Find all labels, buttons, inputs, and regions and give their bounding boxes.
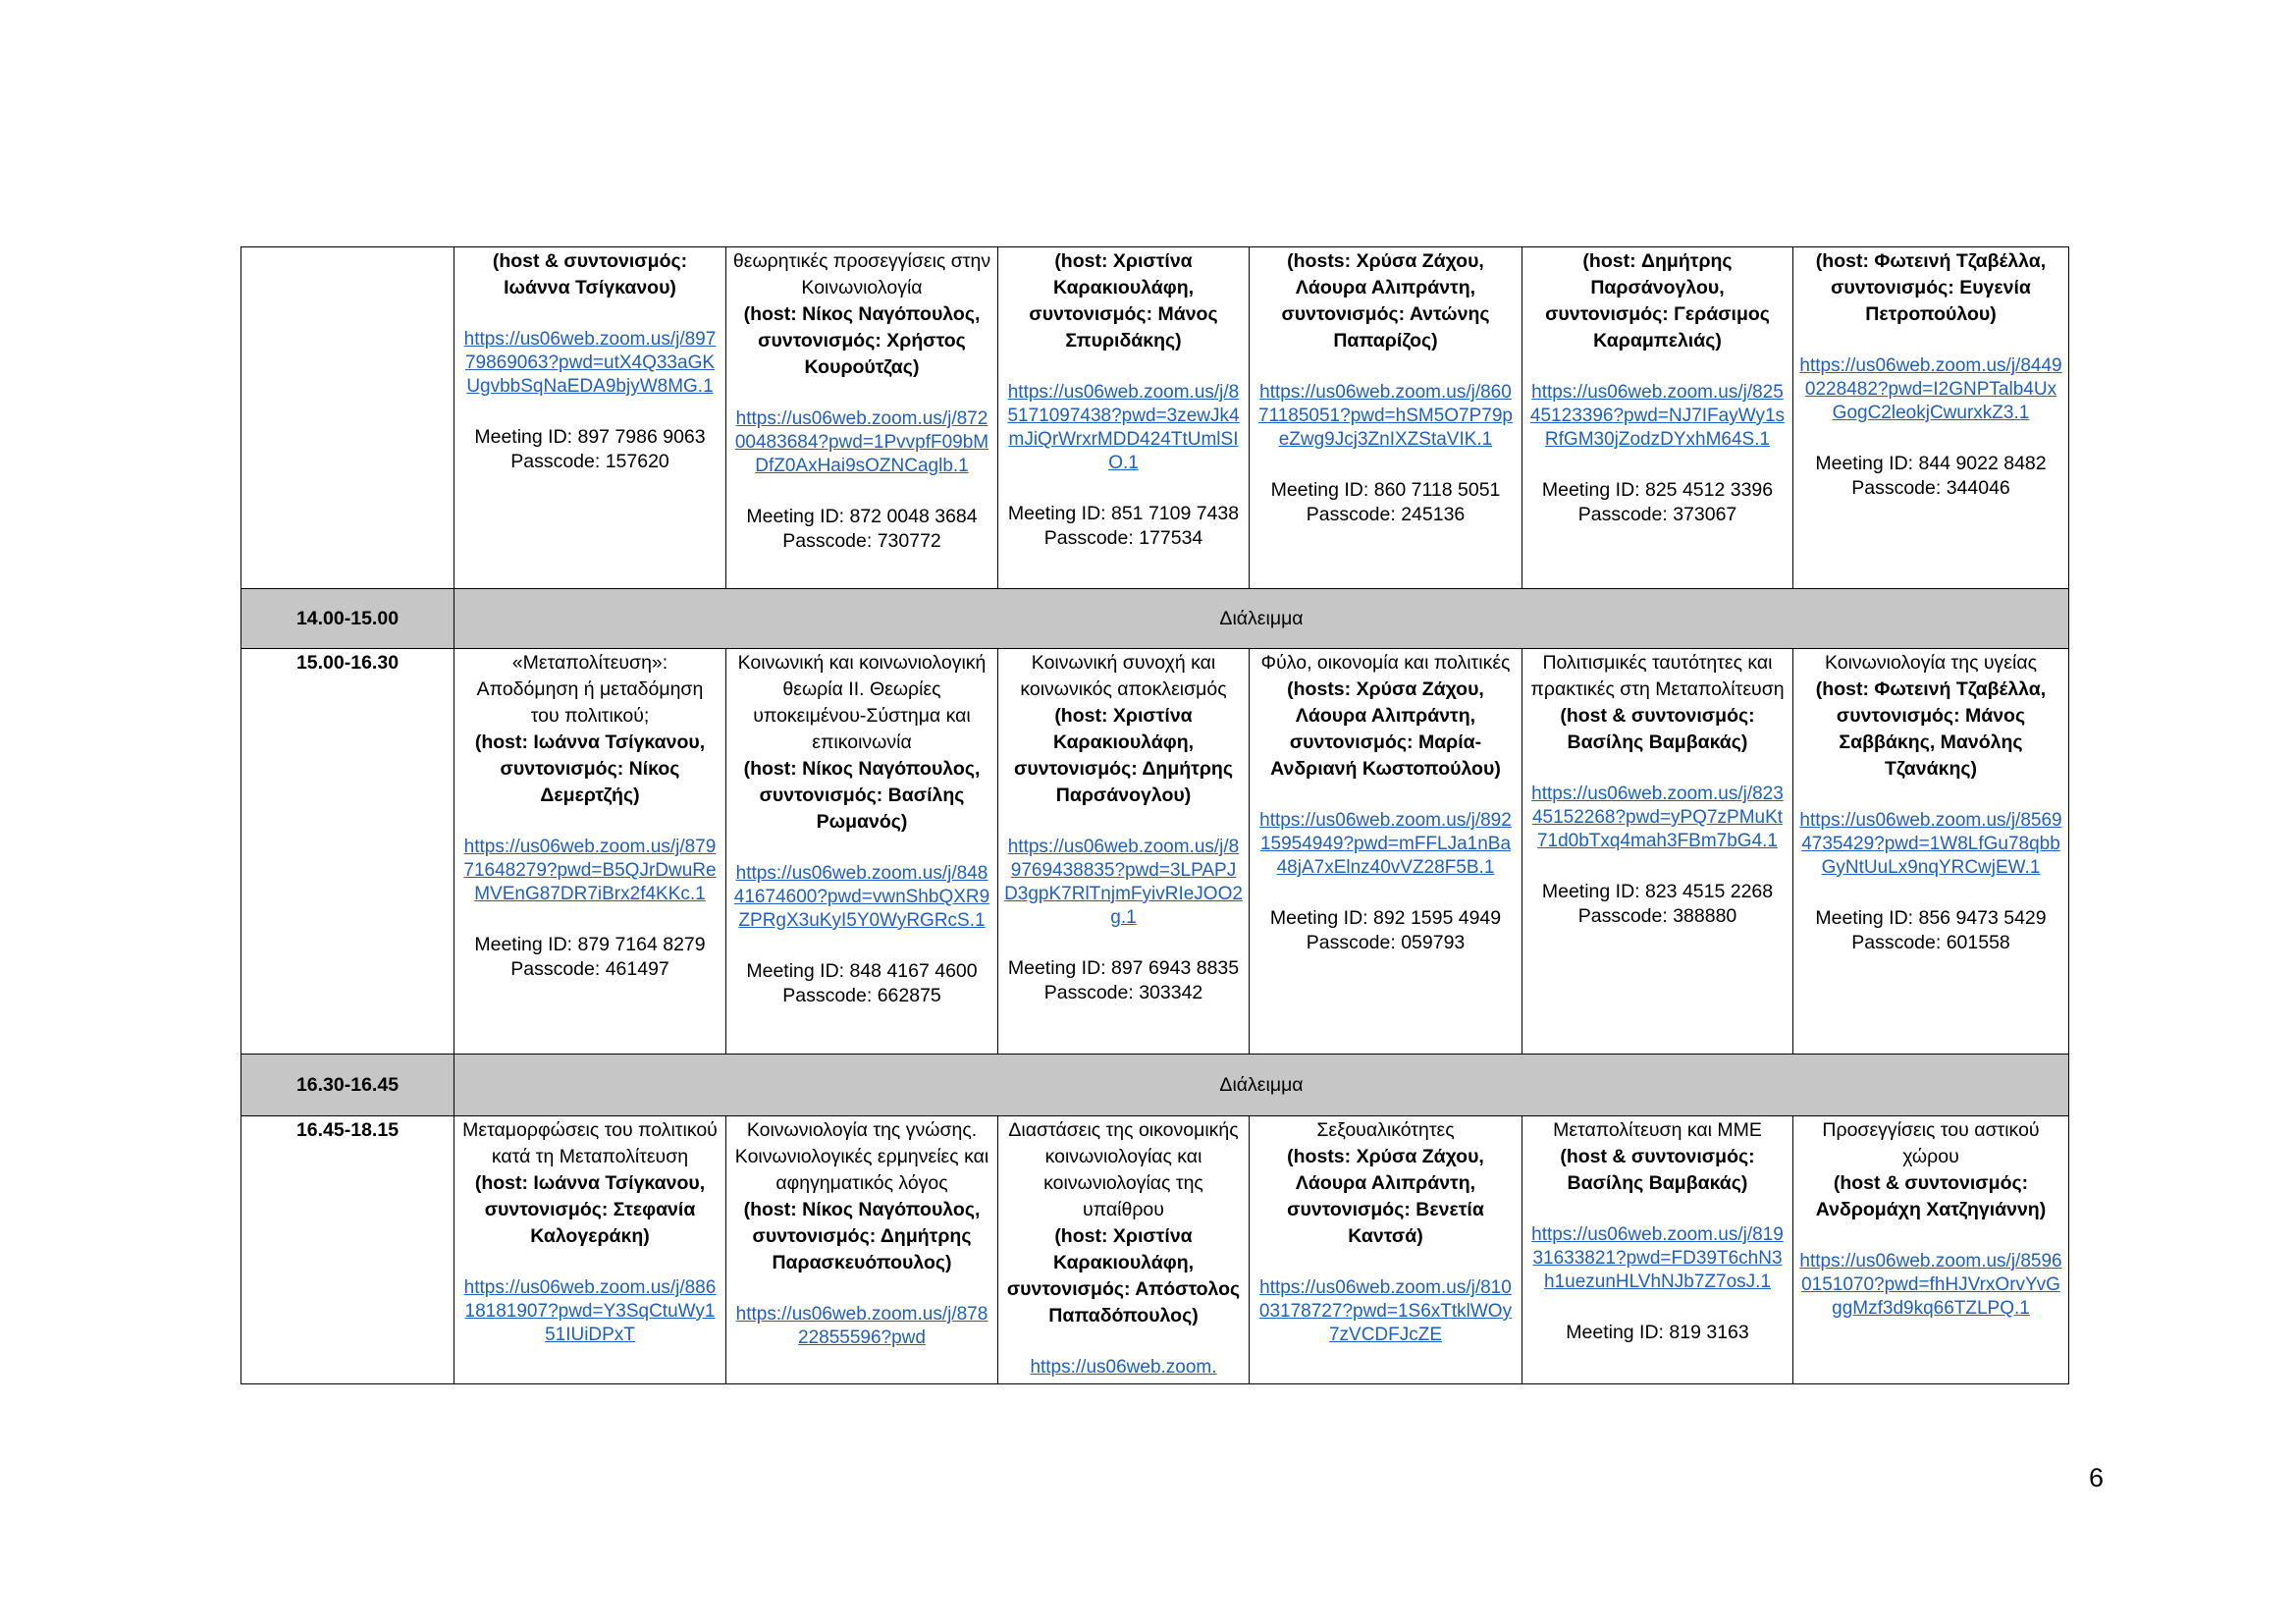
meeting-id: Meeting ID: 892 1595 4949	[1269, 907, 1502, 929]
meeting-id: Meeting ID: 848 4167 4600	[746, 960, 978, 982]
session-host: (hosts: Χρύσα Ζάχου, Λάουρα Αλιπράντη, συντονισμός: Βενετία Καντσά)	[1287, 1146, 1484, 1247]
session-cell	[726, 1116, 998, 1384]
zoom-link[interactable]: https://us06web.zoom.us/j/89769438835?pwd=3LPAPJD3gpK7RlTnjmFyivRIeJOO2g.1	[1004, 837, 1243, 928]
session-title: Κοινωνική και κοινωνιολογική θεωρία ΙΙ. Θεωρίες υποκειμένου-Σύστημα και επικοινωνία	[737, 652, 987, 753]
session-title: Πολιτισμικές ταυτότητες και πρακτικές στη Μεταπολίτευση	[1530, 652, 1785, 700]
session-cell	[726, 247, 998, 589]
zoom-link[interactable]: https://us06web.zoom.	[1030, 1357, 1217, 1378]
session-title: Σεξουαλικότητες	[1316, 1119, 1455, 1141]
meeting-id: Meeting ID: 897 7986 9063	[474, 426, 706, 448]
zoom-link[interactable]: https://us06web.zoom.us/j/87822855596?pwd	[735, 1304, 988, 1348]
time-cell: 14.00-15.00	[241, 589, 454, 649]
session-cell	[454, 649, 726, 1055]
session-title: «Μεταπολίτευση»: Αποδόμηση ή μεταδόμηση του πολιτικού;	[476, 652, 704, 727]
zoom-link[interactable]: https://us06web.zoom.us/j/85960151070?pwd=fhHJVrxOrvYvGggMzf3d9kq66TZLPQ.1	[1799, 1251, 2062, 1319]
time-cell: 16.30-16.45	[241, 1055, 454, 1116]
schedule-table	[240, 246, 2069, 1384]
session-title: Μεταπολίτευση και ΜΜΕ	[1553, 1119, 1762, 1141]
session-cell	[1522, 247, 1793, 589]
session-cell	[1522, 1116, 1793, 1384]
session-host: (host & συντονισμός: Ιωάννα Τσίγκανου)	[492, 250, 688, 298]
passcode: Passcode: 601558	[1851, 932, 2010, 953]
zoom-link[interactable]: https://us06web.zoom.us/j/84490228482?pwd=I2GNPTalb4UxGogC2leokjCwurxkZ3.1	[1799, 355, 2062, 423]
session-host: (hosts: Χρύσα Ζάχου, Λάουρα Αλιπράντη, συντονισμός: Αντώνης Παπαρίζος)	[1281, 250, 1490, 352]
zoom-link[interactable]: https://us06web.zoom.us/j/85171097438?pwd=3zewJk4mJiQrWrxrMDD424TtUmlSIO.1	[1007, 382, 1240, 473]
zoom-link[interactable]: https://us06web.zoom.us/j/81003178727?pwd=1S6xTtklWOy7zVCDFJcZE	[1258, 1277, 1513, 1345]
passcode: Passcode: 157620	[510, 451, 669, 472]
zoom-link[interactable]: https://us06web.zoom.us/j/89779869063?pwd=utX4Q33aGKUgvbbSqNaEDA9bjyW8MG.1	[463, 329, 717, 397]
session-row-1	[241, 247, 2069, 589]
session-cell	[1793, 1116, 2069, 1384]
session-cell	[998, 649, 1250, 1055]
passcode: Passcode: 373067	[1577, 504, 1737, 525]
session-row-3	[241, 1116, 2069, 1384]
session-host: (host: Φωτεινή Τζαβέλλα, συντονισμός: Ευγενία Πετροπούλου)	[1815, 250, 2047, 325]
zoom-link[interactable]: https://us06web.zoom.us/j/86071185051?pwd=hSM5O7P79peZwg9Jcj3ZnIXZStaVIK.1	[1258, 382, 1513, 450]
session-host: (host: Νίκος Ναγόπουλος, συντονισμός: Δημήτρης Παρασκευόπουλος)	[743, 1199, 981, 1273]
session-host: (hosts: Χρύσα Ζάχου, Λάουρα Αλιπράντη, συντονισμός: Μαρία-Ανδριανή Κωστοπούλου)	[1270, 678, 1501, 780]
break-label: Διάλειμμα	[454, 589, 2069, 649]
zoom-link[interactable]: https://us06web.zoom.us/j/84841674600?pwd=vwnShbQXR9ZPRgX3uKyI5Y0WyRGRcS.1	[733, 863, 990, 931]
session-title: Κοινωνιολογία της υγείας	[1824, 652, 2038, 674]
session-host: (host: Ιωάννα Τσίγκανου, συντονισμός: Στεφανία Καλογεράκη)	[474, 1172, 706, 1247]
passcode: Passcode: 730772	[782, 530, 941, 552]
session-host: (host & συντονισμός: Βασίλης Βαμβακάς)	[1560, 1146, 1755, 1194]
session-host: (host: Χριστίνα Καρακιουλάφη, συντονισμός: Δημήτρης Παρσάνογλου)	[1014, 705, 1233, 806]
passcode: Passcode: 303342	[1043, 982, 1203, 1003]
zoom-link[interactable]: https://us06web.zoom.us/j/82545123396?pwd=NJ7IFayWy1sRfGM30jZodzDYxhM64S.1	[1529, 382, 1786, 450]
session-cell	[1250, 1116, 1522, 1384]
session-cell	[1793, 247, 2069, 589]
session-title: Κοινωνιολογία της γνώσης. Κοινωνιολογικές ερμηνείες και αφηγηματικός λόγος	[734, 1119, 989, 1194]
break-row-2	[241, 1055, 2069, 1116]
passcode: Passcode: 059793	[1306, 932, 1466, 953]
zoom-link[interactable]: https://us06web.zoom.us/j/88618181907?pwd=Y3SqCtuWy151IUiDPxT	[463, 1277, 717, 1345]
session-cell	[1793, 649, 2069, 1055]
meeting-id: Meeting ID: 872 0048 3684	[746, 506, 978, 527]
session-cell	[998, 1116, 1250, 1384]
session-host: (host & συντονισμός: Βασίλης Βαμβακάς)	[1560, 705, 1755, 753]
meeting-id: Meeting ID: 819 3163	[1566, 1322, 1749, 1343]
session-row-2	[241, 649, 2069, 1055]
session-cell	[1522, 649, 1793, 1055]
session-title: θεωρητικές προσεγγίσεις στην Κοινωνιολογία	[732, 250, 991, 298]
meeting-id: Meeting ID: 851 7109 7438	[1007, 503, 1240, 524]
passcode: Passcode: 177534	[1043, 527, 1203, 549]
meeting-id: Meeting ID: 879 7164 8279	[474, 934, 706, 955]
meeting-id: Meeting ID: 844 9022 8482	[1815, 453, 2047, 474]
time-cell	[241, 247, 454, 589]
session-host: (host: Χριστίνα Καρακιουλάφη, συντονισμός: Απόστολος Παπαδόπουλος)	[1006, 1225, 1241, 1326]
meeting-id: Meeting ID: 823 4515 2268	[1541, 881, 1774, 902]
session-cell	[1250, 247, 1522, 589]
session-title: Προσεγγίσεις του αστικού χώρου	[1822, 1119, 2040, 1167]
zoom-link[interactable]: https://us06web.zoom.us/j/87971648279?pwd=B5QJrDwuReMVEnG87DR7iBrx2f4KKc.1	[463, 837, 717, 904]
zoom-link[interactable]: https://us06web.zoom.us/j/85694735429?pwd=1W8LfGu78qbbGyNtUuLx9nqYRCwjEW.1	[1799, 810, 2062, 878]
meeting-id: Meeting ID: 856 9473 5429	[1815, 907, 2047, 929]
session-host: (host: Νίκος Ναγόπουλος, συντονισμός: Βασίλης Ρωμανός)	[743, 758, 981, 833]
zoom-link[interactable]: https://us06web.zoom.us/j/82345152268?pwd=yPQ7zPMuKt71d0bTxq4mah3FBm7bG4.1	[1531, 784, 1784, 851]
session-cell	[454, 1116, 726, 1384]
passcode: Passcode: 461497	[510, 958, 669, 980]
page-number: 6	[2089, 1463, 2105, 1492]
session-cell	[454, 247, 726, 589]
time-cell: 16.45-18.15	[241, 1116, 454, 1384]
zoom-link[interactable]: https://us06web.zoom.us/j/89215954949?pwd=mFFLJa1nBa48jA7xElnz40vVZ28F5B.1	[1259, 810, 1512, 878]
session-host: (host & συντονισμός: Ανδρομάχη Χατζηγιάννη)	[1815, 1172, 2047, 1220]
passcode: Passcode: 662875	[782, 985, 941, 1006]
passcode: Passcode: 344046	[1851, 477, 2010, 499]
session-title: Κοινωνική συνοχή και κοινωνικός αποκλεισμός	[1020, 652, 1227, 700]
zoom-link[interactable]: https://us06web.zoom.us/j/81931633821?pwd=FD39T6chN3h1uezunHLVhNJb7Z7osJ.1	[1531, 1224, 1784, 1292]
session-title: Διαστάσεις της οικονομικής κοινωνιολογίας και κοινωνιολογίας της υπαίθρου	[1008, 1119, 1239, 1220]
session-cell	[726, 649, 998, 1055]
meeting-id: Meeting ID: 897 6943 8835	[1007, 957, 1240, 979]
passcode: Passcode: 388880	[1577, 905, 1737, 927]
session-host: (host: Ιωάννα Τσίγκανου, συντονισμός: Νίκος Δεμερτζής)	[474, 731, 706, 806]
session-host: (host: Φωτεινή Τζαβέλλα, συντονισμός: Μάνος Σαββάκης, Μανόλης Τζανάκης)	[1815, 678, 2047, 780]
session-title: Φύλο, οικονομία και πολιτικές	[1260, 652, 1511, 674]
session-cell	[998, 247, 1250, 589]
time-cell: 15.00-16.30	[241, 649, 454, 1055]
meeting-id: Meeting ID: 860 7118 5051	[1270, 479, 1501, 501]
session-title: Μεταμορφώσεις του πολιτικού κατά τη Μεταπολίτευση	[462, 1119, 718, 1167]
session-host: (host: Νίκος Ναγόπουλος, συντονισμός: Χρήστος Κουρούτζας)	[743, 303, 981, 378]
zoom-link[interactable]: https://us06web.zoom.us/j/87200483684?pwd=1PvvpfF09bMDfZ0AxHai9sOZNCaglb.1	[734, 408, 989, 476]
session-cell	[1250, 649, 1522, 1055]
session-host: (host: Δημήτρης Παρσάνογλου, συντονισμός: Γεράσιμος Καραμπελιάς)	[1545, 250, 1770, 352]
break-row-1	[241, 589, 2069, 649]
break-label: Διάλειμμα	[454, 1055, 2069, 1116]
session-host: (host: Χριστίνα Καρακιουλάφη, συντονισμός: Μάνος Σπυριδάκης)	[1029, 250, 1218, 352]
meeting-id: Meeting ID: 825 4512 3396	[1541, 479, 1774, 501]
passcode: Passcode: 245136	[1306, 504, 1466, 525]
